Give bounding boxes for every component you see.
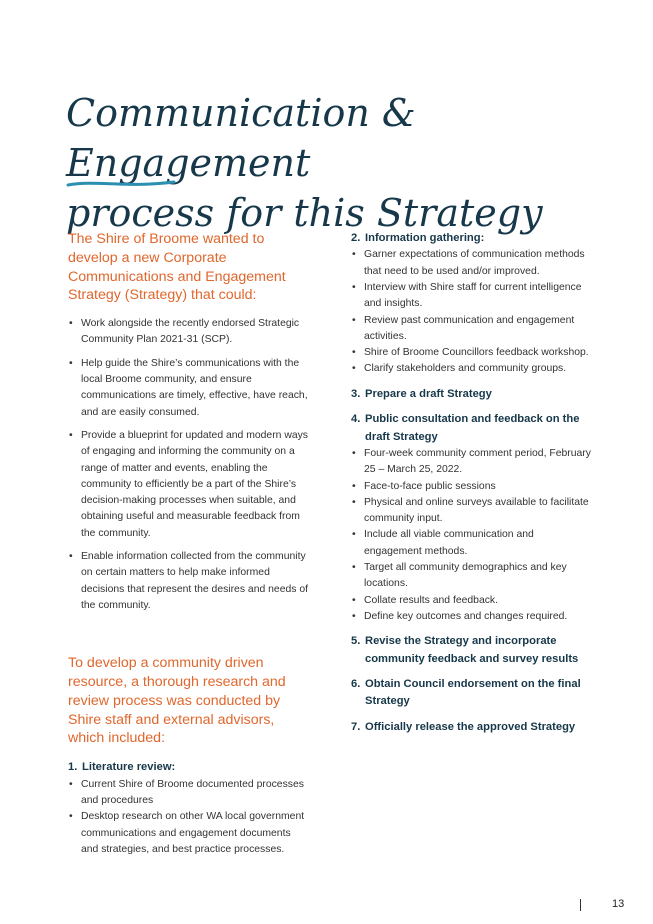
step-label: Obtain Council endorsement on the final Strategy: [365, 678, 581, 708]
list-item: • Interview with Shire staff for current intelligence and insights.: [351, 280, 591, 313]
list-item: • Desktop research on other WA local government communications and engagement documents and strategies, and best practice processes.: [68, 809, 308, 858]
step-5-heading: [351, 633, 591, 668]
list-item: • Target all community demographics and key locations.: [351, 560, 591, 593]
list-item: • Work alongside the recently endorsed Strategic Community Plan 2021-31 (SCP).: [68, 316, 308, 349]
goals-list: [68, 316, 308, 614]
list-item: • Clarify stakeholders and community groups.: [351, 361, 591, 377]
step-number: 3.: [351, 387, 361, 400]
footer-divider: [580, 899, 581, 911]
step-1-heading: [68, 759, 308, 776]
step-label: Literature review:: [82, 761, 176, 774]
step-3-heading: [351, 386, 591, 403]
step-6-heading: [351, 676, 591, 711]
list-item: • Face-to-face public sessions: [351, 479, 591, 495]
step-label: Prepare a draft Strategy: [365, 387, 492, 400]
list-item: • Help guide the Shire’s communications with the local Broome community, and ensure communications are timely, effective, have reach, and are easily consumed.: [68, 356, 308, 421]
step-label: Information gathering:: [365, 232, 485, 244]
list-item: • Shire of Broome Councillors feedback workshop.: [351, 345, 591, 361]
step-4-list: [351, 446, 591, 625]
step-2-list: [351, 247, 591, 377]
left-column: [68, 230, 308, 858]
step-7-heading: [351, 719, 591, 736]
step-1-list: [68, 777, 308, 858]
step-2-heading: [351, 230, 591, 247]
list-item: • Collate results and feedback.: [351, 593, 591, 609]
step-number: 1.: [68, 761, 78, 774]
list-item: • Review past communication and engagement activities.: [351, 313, 591, 346]
step-number: 7.: [351, 720, 361, 733]
step-label: Officially release the approved Strategy: [365, 720, 576, 733]
title-line-2: process for this Strategy: [66, 191, 543, 235]
list-item: • Include all viable communication and engagement methods.: [351, 527, 591, 560]
research-lead: To develop a community driven resource, a thorough research and review process was conducted by Shire staff and external advisors, which included:: [68, 655, 286, 747]
title-underline-decoration: [66, 176, 176, 190]
step-label: Revise the Strategy and incorporate community feedback and survey results: [365, 635, 579, 665]
list-item: • Current Shire of Broome documented processes and procedures: [68, 777, 308, 810]
step-label: Public consultation and feedback on the draft Strategy: [365, 413, 580, 443]
page-title: [66, 88, 586, 238]
right-column: [351, 230, 591, 736]
step-4-heading: [351, 411, 591, 446]
list-item: • Define key outcomes and changes required.: [351, 609, 591, 625]
step-number: 4.: [351, 413, 361, 426]
list-item: • Enable information collected from the community on certain matters to help make informed decisions that represent the desires and needs of the community.: [68, 549, 308, 614]
step-number: 5.: [351, 635, 361, 648]
page-number: 13: [612, 898, 625, 910]
list-item: • Garner expectations of communication methods that need to be used and/or improved.: [351, 247, 591, 280]
step-number: 2.: [351, 232, 361, 244]
intro-lead: The Shire of Broome wanted to develop a new Corporate Communications and Engagement Strategy (Strategy) that could:: [68, 231, 286, 304]
list-item: • Physical and online surveys available to facilitate community input.: [351, 495, 591, 528]
list-item: • Four-week community comment period, February 25 – March 25, 2022.: [351, 446, 591, 479]
list-item: • Provide a blueprint for updated and modern ways of engaging and informing the community on a range of matter and events, enabling the community to efficiently be a part of the Shire’s decision-making processes when suitable, and obtaining useful and measurable feedback from the community.: [68, 428, 308, 542]
title-line-1: Communication & Engagement: [66, 91, 416, 185]
step-number: 6.: [351, 678, 361, 691]
